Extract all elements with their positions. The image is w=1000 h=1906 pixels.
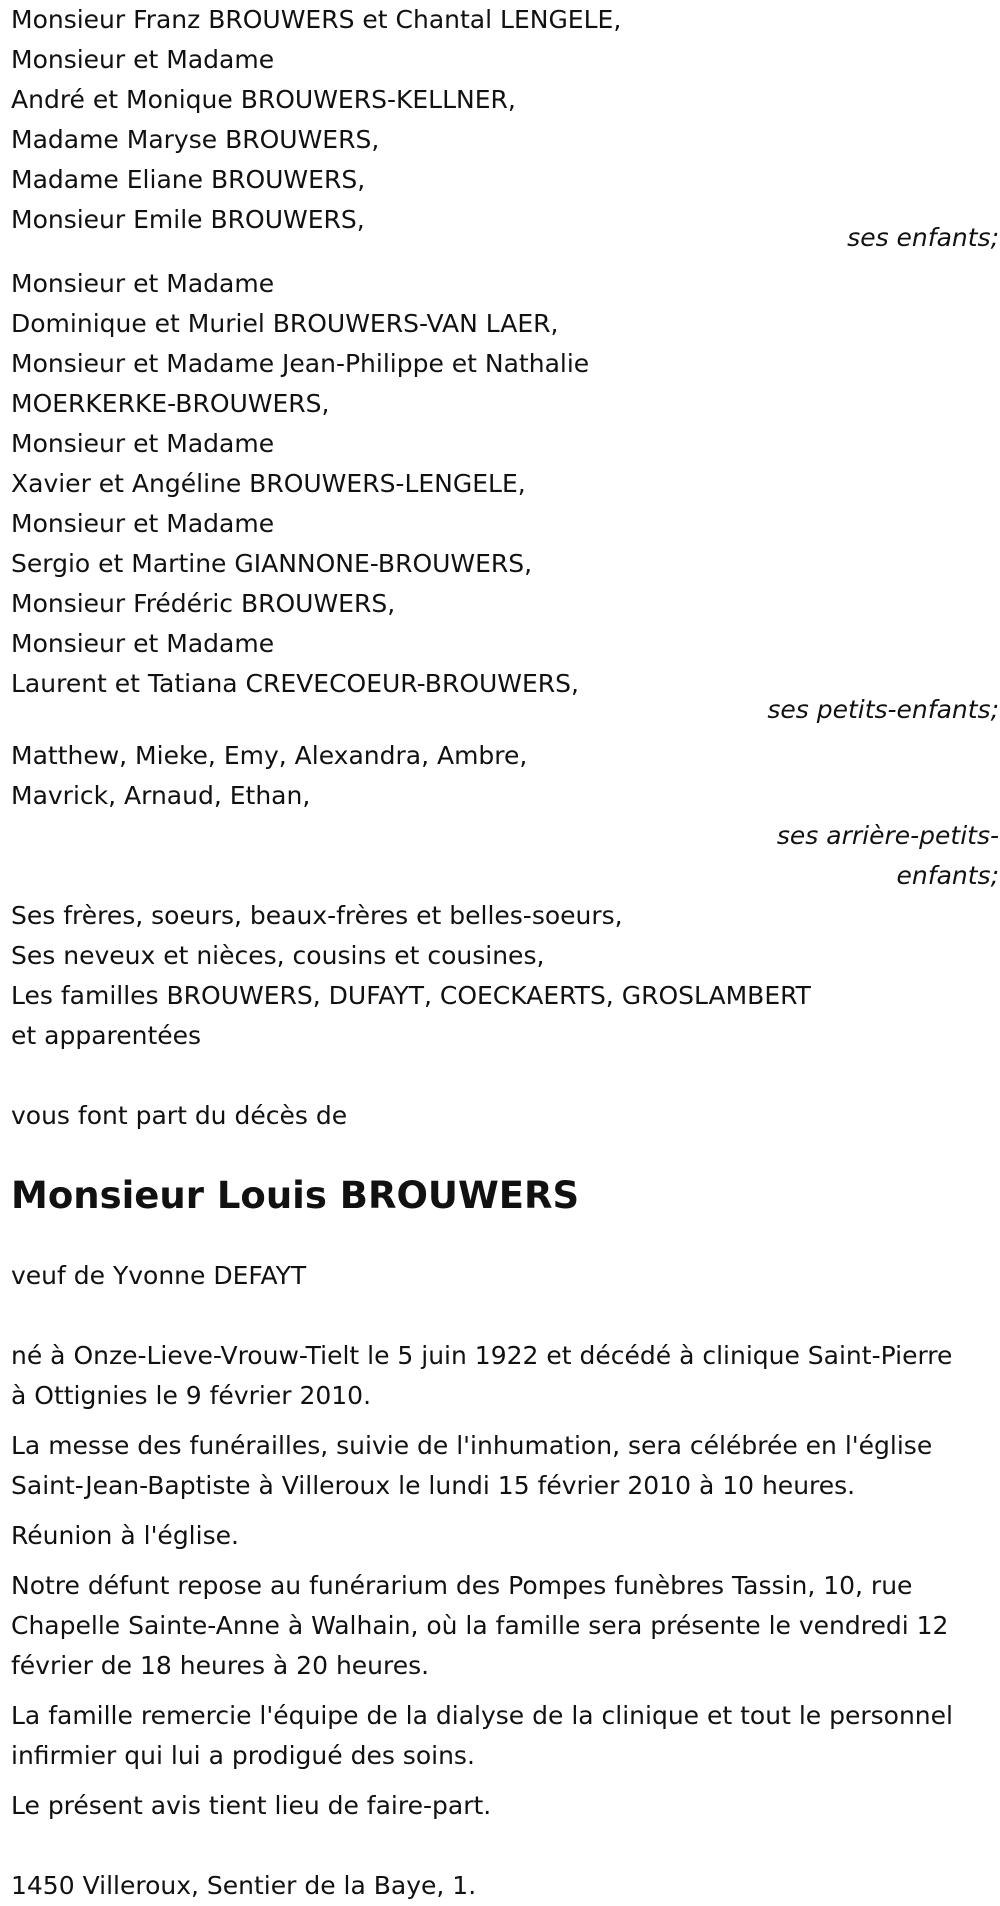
grandchildren-line: Xavier et Angéline BROUWERS-LENGELE,: [11, 469, 526, 498]
meeting-paragraph: Réunion à l'église.: [11, 1521, 239, 1550]
great-grandchildren-role: [11, 816, 999, 896]
grandchildren-line: Laurent et Tatiana CREVECOEUR-BROUWERS,: [11, 669, 579, 698]
notice-paragraph: Le présent avis tient lieu de faire-part.: [11, 1791, 492, 1820]
thanks-paragraph: La famille remercie l'équipe de la dialyse de la clinique et tout le personnel infirmier qui lui a prodigué des soins.: [11, 1701, 953, 1770]
children-line: Monsieur Emile BROUWERS,: [11, 205, 365, 234]
children-line: Madame Eliane BROUWERS,: [11, 165, 366, 194]
children-role: ses enfants;: [847, 223, 999, 252]
great-grandchildren-role-part1: ses arrière-petits-: [776, 821, 999, 850]
grandchildren-line: Monsieur Frédéric BROUWERS,: [11, 589, 396, 618]
birth-death-paragraph: né à Onze-Lieve-Vrouw-Tielt le 5 juin 1922 et décédé à clinique Saint-Pierre à Ottignies le 9 février 2010.: [11, 1341, 953, 1410]
grandchildren-line: MOERKERKE-BROUWERS,: [11, 389, 330, 418]
grandchildren-line: Monsieur et Madame: [11, 629, 275, 658]
grandchildren-block: [11, 264, 1000, 722]
children-line: Monsieur Franz BROUWERS et Chantal LENGELE,: [11, 5, 622, 34]
funeral-home-paragraph: Notre défunt repose au funérarium des Pompes funèbres Tassin, 10, rue Chapelle Sainte-Anne à Walhain, où la famille sera présente le vendredi 12 février de 18 heures à 20 heures.: [11, 1571, 949, 1680]
great-grandchildren-role-part2: enfants;: [896, 861, 999, 890]
grandchildren-line: Monsieur et Madame: [11, 509, 275, 538]
address-text: 1450 Villeroux, Sentier de la Baye, 1.: [11, 1871, 477, 1900]
children-line: Monsieur et Madame: [11, 45, 275, 74]
announcement-text: vous font part du décès de: [11, 1101, 348, 1130]
great-grandchildren-line: Mavrick, Arnaud, Ethan,: [11, 781, 311, 810]
widower-of-text: veuf de Yvonne DEFAYT: [11, 1261, 307, 1290]
grandchildren-line: Monsieur et Madame Jean-Philippe et Nathalie: [11, 349, 590, 378]
children-line: Madame Maryse BROUWERS,: [11, 125, 380, 154]
relatives-line: Ses neveux et nièces, cousins et cousines,: [11, 941, 545, 970]
relatives-block: [11, 896, 1000, 1056]
great-grandchildren-block: [11, 736, 1000, 896]
grandchildren-role: ses petits-enfants;: [767, 695, 999, 724]
details-section: [11, 1336, 1000, 1826]
children-line: André et Monique BROUWERS-KELLNER,: [11, 85, 516, 114]
relatives-line: et apparentées: [11, 1021, 202, 1050]
relatives-line: Les familles BROUWERS, DUFAYT, COECKAERTS, GROSLAMBERT: [11, 981, 811, 1010]
relatives-line: Ses frères, soeurs, beaux-frères et belles-soeurs,: [11, 901, 623, 930]
children-block: [11, 0, 1000, 250]
funeral-mass-paragraph: La messe des funérailles, suivie de l'inhumation, sera célébrée en l'église Saint-Jean-Baptiste à Villeroux le lundi 15 février 2010 à 10 heures.: [11, 1431, 933, 1500]
deceased-name: Monsieur Louis BROUWERS: [11, 1174, 580, 1217]
grandchildren-line: Dominique et Muriel BROUWERS-VAN LAER,: [11, 309, 559, 338]
great-grandchildren-line: Matthew, Mieke, Emy, Alexandra, Ambre,: [11, 741, 528, 770]
grandchildren-line: Monsieur et Madame: [11, 429, 275, 458]
grandchildren-line: Monsieur et Madame: [11, 269, 275, 298]
grandchildren-line: Sergio et Martine GIANNONE-BROUWERS,: [11, 549, 533, 578]
